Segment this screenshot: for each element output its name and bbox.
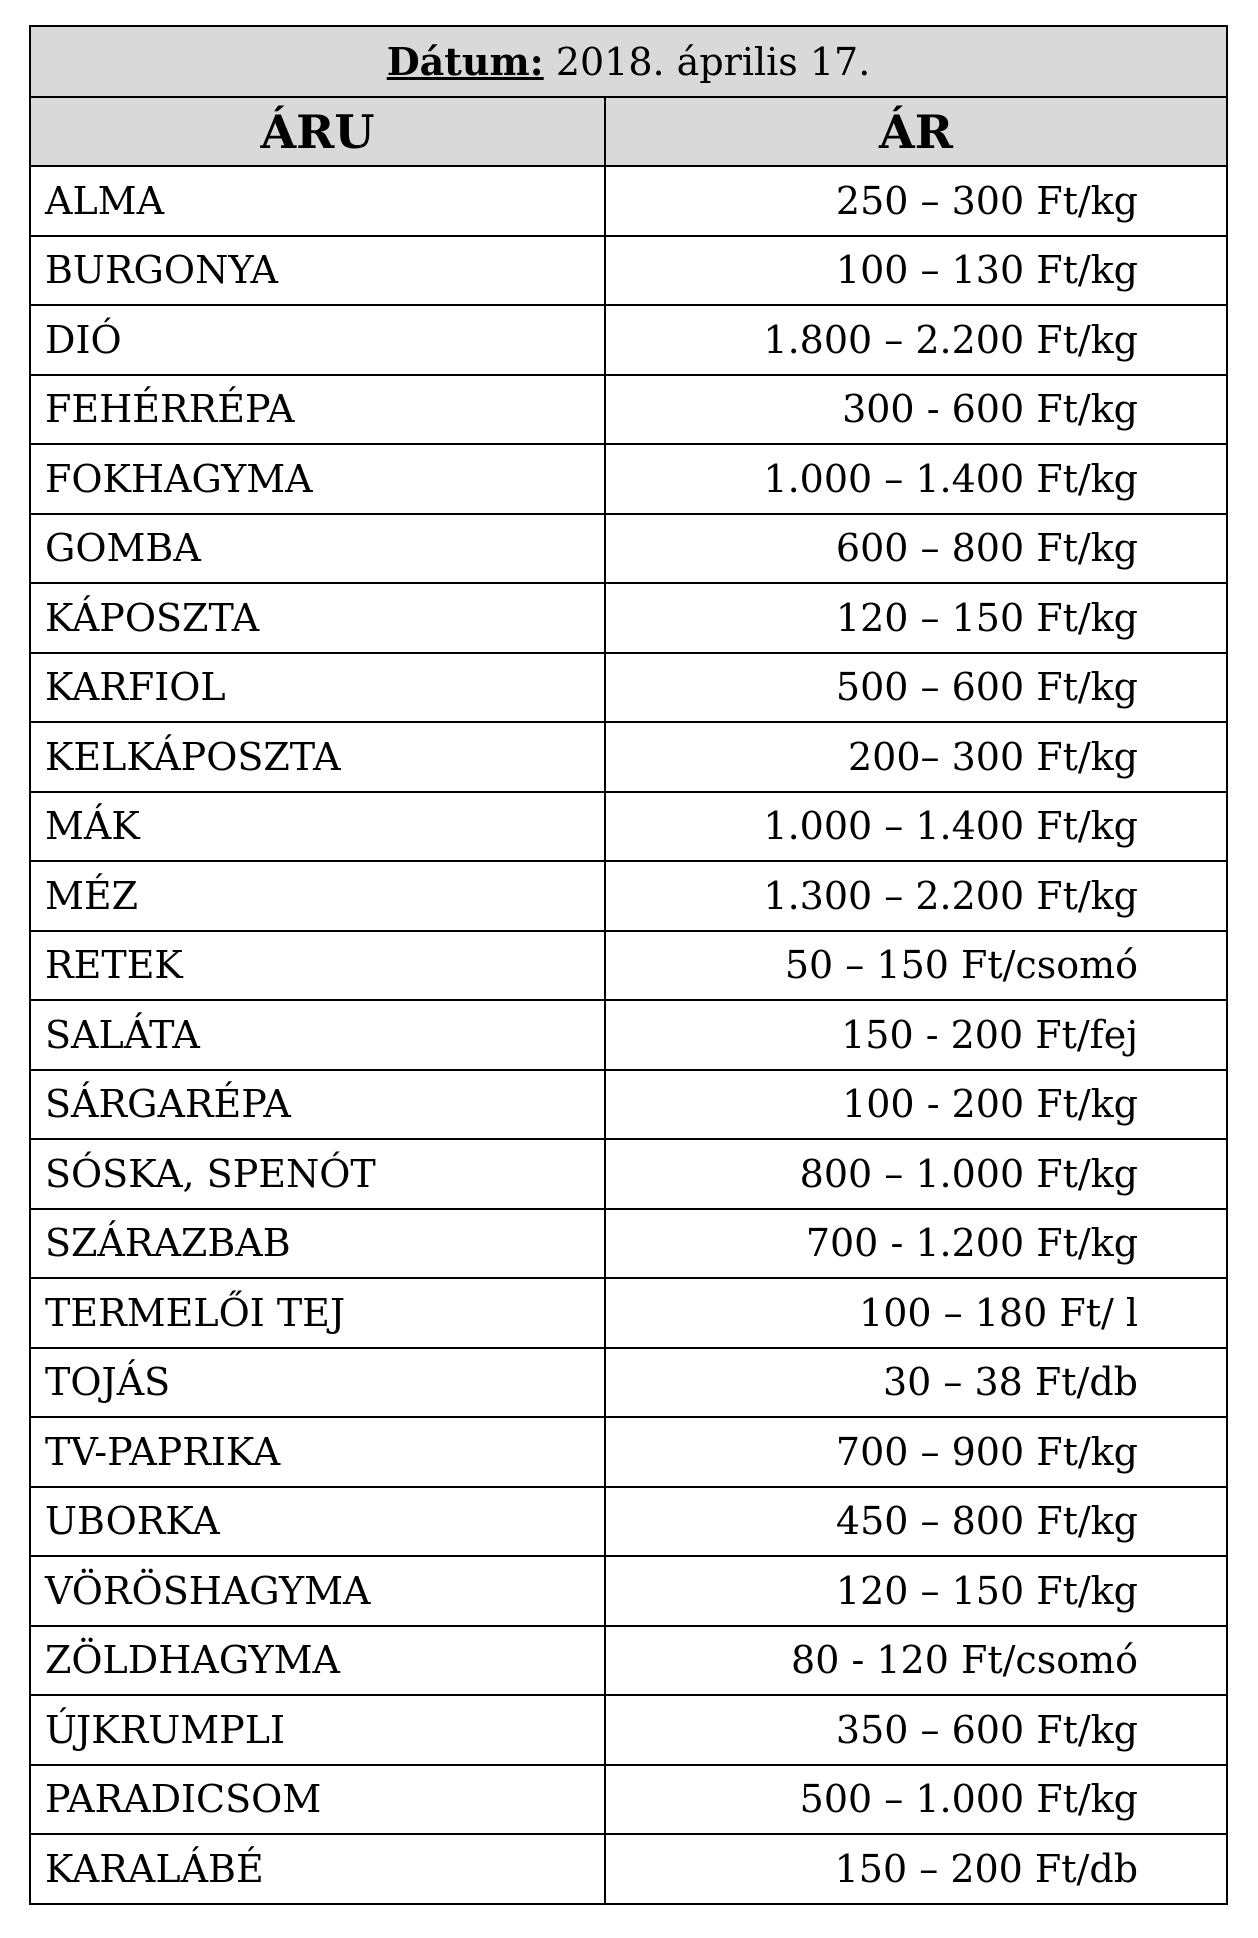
- item-name-cell: TV-PAPRIKA: [30, 1417, 605, 1487]
- item-price-cell: 700 - 1.200 Ft/kg: [605, 1209, 1227, 1279]
- table-row: [30, 166, 1227, 236]
- date-value: 2018. április 17.: [555, 39, 871, 84]
- item-price-cell: 500 – 1.000 Ft/kg: [605, 1765, 1227, 1835]
- item-price-cell: 1.800 – 2.200 Ft/kg: [605, 305, 1227, 375]
- item-name-cell: MÉZ: [30, 861, 605, 931]
- item-price-cell: 800 – 1.000 Ft/kg: [605, 1139, 1227, 1209]
- item-price-cell: 150 - 200 Ft/fej: [605, 1000, 1227, 1070]
- table-row: [30, 236, 1227, 306]
- item-name-cell: VÖRÖSHAGYMA: [30, 1556, 605, 1626]
- table-row: [30, 305, 1227, 375]
- item-price-cell: 120 – 150 Ft/kg: [605, 583, 1227, 653]
- item-name-cell: KELKÁPOSZTA: [30, 722, 605, 792]
- table-row: [30, 1209, 1227, 1279]
- item-name-cell: KARFIOL: [30, 653, 605, 723]
- table-row: [30, 514, 1227, 584]
- item-name-cell: KARALÁBÉ: [30, 1834, 605, 1904]
- price-table: [29, 25, 1228, 1905]
- item-name-cell: SALÁTA: [30, 1000, 605, 1070]
- column-header-item: ÁRU: [30, 97, 605, 166]
- table-row: [30, 792, 1227, 862]
- item-price-cell: 600 – 800 Ft/kg: [605, 514, 1227, 584]
- table-row: [30, 583, 1227, 653]
- date-cell: [30, 26, 1227, 97]
- item-price-cell: 120 – 150 Ft/kg: [605, 1556, 1227, 1626]
- date-label: Dátum:: [386, 38, 544, 84]
- table-row: [30, 722, 1227, 792]
- table-row: [30, 931, 1227, 1001]
- item-name-cell: SÓSKA, SPENÓT: [30, 1139, 605, 1209]
- item-name-cell: UBORKA: [30, 1487, 605, 1557]
- table-body: [30, 166, 1227, 1904]
- item-name-cell: SZÁRAZBAB: [30, 1209, 605, 1279]
- table-row: [30, 653, 1227, 723]
- item-price-cell: 350 – 600 Ft/kg: [605, 1695, 1227, 1765]
- item-price-cell: 100 – 180 Ft/ l: [605, 1278, 1227, 1348]
- item-price-cell: 450 – 800 Ft/kg: [605, 1487, 1227, 1557]
- table-row: [30, 1278, 1227, 1348]
- table-row: [30, 1487, 1227, 1557]
- table-row: [30, 1417, 1227, 1487]
- item-price-cell: 1.000 – 1.400 Ft/kg: [605, 444, 1227, 514]
- item-name-cell: GOMBA: [30, 514, 605, 584]
- item-name-cell: SÁRGARÉPA: [30, 1070, 605, 1140]
- item-price-cell: 700 – 900 Ft/kg: [605, 1417, 1227, 1487]
- table-row: [30, 1000, 1227, 1070]
- item-price-cell: 100 - 200 Ft/kg: [605, 1070, 1227, 1140]
- table-row: [30, 1348, 1227, 1418]
- item-name-cell: FOKHAGYMA: [30, 444, 605, 514]
- item-price-cell: 100 – 130 Ft/kg: [605, 236, 1227, 306]
- table-row: [30, 375, 1227, 445]
- item-name-cell: FEHÉRRÉPA: [30, 375, 605, 445]
- item-name-cell: TERMELŐI TEJ: [30, 1278, 605, 1348]
- item-price-cell: 30 – 38 Ft/db: [605, 1348, 1227, 1418]
- table-row: [30, 444, 1227, 514]
- item-name-cell: BURGONYA: [30, 236, 605, 306]
- table-row: [30, 861, 1227, 931]
- item-price-cell: 200– 300 Ft/kg: [605, 722, 1227, 792]
- table-row: [30, 1139, 1227, 1209]
- item-price-cell: 300 - 600 Ft/kg: [605, 375, 1227, 445]
- table-row: [30, 1765, 1227, 1835]
- table-row: [30, 1695, 1227, 1765]
- date-row: [30, 26, 1227, 97]
- table-row: [30, 1556, 1227, 1626]
- item-price-cell: 500 – 600 Ft/kg: [605, 653, 1227, 723]
- item-name-cell: TOJÁS: [30, 1348, 605, 1418]
- item-name-cell: KÁPOSZTA: [30, 583, 605, 653]
- item-name-cell: MÁK: [30, 792, 605, 862]
- item-price-cell: 1.000 – 1.400 Ft/kg: [605, 792, 1227, 862]
- item-price-cell: 50 – 150 Ft/csomó: [605, 931, 1227, 1001]
- item-price-cell: 1.300 – 2.200 Ft/kg: [605, 861, 1227, 931]
- item-name-cell: ALMA: [30, 166, 605, 236]
- item-name-cell: RETEK: [30, 931, 605, 1001]
- item-price-cell: 250 – 300 Ft/kg: [605, 166, 1227, 236]
- item-name-cell: PARADICSOM: [30, 1765, 605, 1835]
- column-header-row: [30, 97, 1227, 166]
- table-row: [30, 1070, 1227, 1140]
- column-header-price: ÁR: [605, 97, 1227, 166]
- item-name-cell: ZÖLDHAGYMA: [30, 1626, 605, 1696]
- table-row: [30, 1626, 1227, 1696]
- item-name-cell: DIÓ: [30, 305, 605, 375]
- item-name-cell: ÚJKRUMPLI: [30, 1695, 605, 1765]
- table-row: [30, 1834, 1227, 1904]
- item-price-cell: 150 – 200 Ft/db: [605, 1834, 1227, 1904]
- item-price-cell: 80 - 120 Ft/csomó: [605, 1626, 1227, 1696]
